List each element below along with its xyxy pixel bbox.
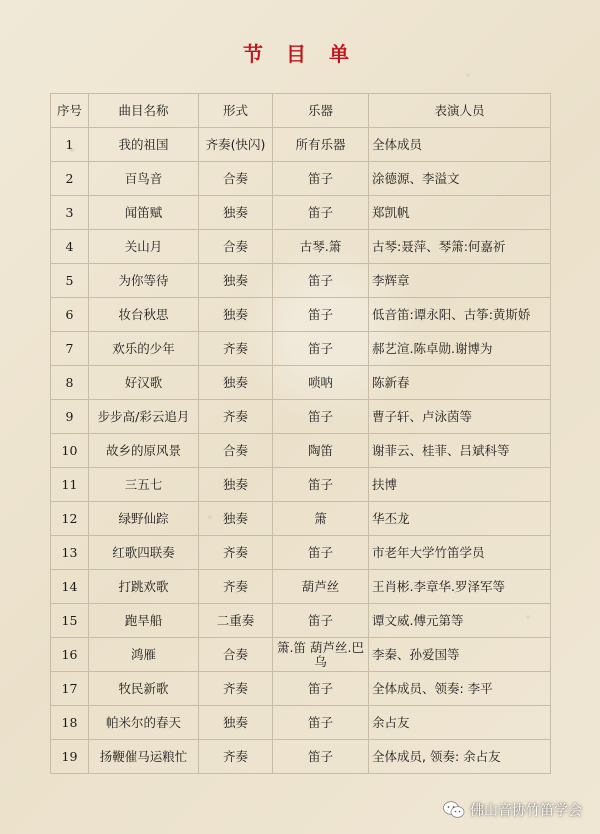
cell-form: 齐奏 (199, 536, 273, 570)
cell-title: 扬鞭催马运粮忙 (89, 740, 199, 774)
cell-no: 19 (51, 740, 89, 774)
table-row (51, 434, 551, 468)
cell-title: 跑旱船 (89, 604, 199, 638)
cell-form: 齐奏 (199, 672, 273, 706)
cell-title: 好汉歌 (89, 366, 199, 400)
cell-no: 16 (51, 638, 89, 672)
cell-title: 三五七 (89, 468, 199, 502)
cell-performers: 王肖彬.李章华.罗泽军等 (369, 570, 551, 604)
cell-form: 齐奏 (199, 740, 273, 774)
cell-performers: 全体成员, 领奏: 余占友 (369, 740, 551, 774)
watermark (443, 800, 582, 820)
cell-no: 14 (51, 570, 89, 604)
cell-no: 12 (51, 502, 89, 536)
cell-no: 6 (51, 298, 89, 332)
cell-title: 关山月 (89, 230, 199, 264)
table-row (51, 400, 551, 434)
cell-instrument: 笛子 (273, 740, 369, 774)
table-row (51, 740, 551, 774)
cell-form: 齐奏 (199, 332, 273, 366)
cell-form: 独奏 (199, 298, 273, 332)
cell-title: 欢乐的少年 (89, 332, 199, 366)
cell-performers: 涂德源、李溢文 (369, 162, 551, 196)
cell-no: 10 (51, 434, 89, 468)
cell-performers: 低音笛:谭永阳、古筝:黄斯娇 (369, 298, 551, 332)
cell-title: 闻笛赋 (89, 196, 199, 230)
cell-instrument: 笛子 (273, 298, 369, 332)
cell-form: 合奏 (199, 162, 273, 196)
cell-performers: 郑凯帆 (369, 196, 551, 230)
cell-form: 合奏 (199, 434, 273, 468)
header-no: 序号 (51, 94, 89, 128)
cell-performers: 全体成员 (369, 128, 551, 162)
header-form: 形式 (199, 94, 273, 128)
table-row (51, 162, 551, 196)
cell-no: 3 (51, 196, 89, 230)
cell-no: 2 (51, 162, 89, 196)
cell-instrument: 笛子 (273, 706, 369, 740)
cell-form: 独奏 (199, 264, 273, 298)
table-row (51, 264, 551, 298)
page-title: 节 目 单 (243, 42, 357, 66)
cell-performers: 华丕龙 (369, 502, 551, 536)
cell-no: 18 (51, 706, 89, 740)
cell-form: 独奏 (199, 502, 273, 536)
cell-instrument: 所有乐器 (273, 128, 369, 162)
table-row (51, 128, 551, 162)
cell-no: 1 (51, 128, 89, 162)
cell-performers: 扶博 (369, 468, 551, 502)
cell-no: 8 (51, 366, 89, 400)
cell-instrument: 笛子 (273, 672, 369, 706)
cell-title: 绿野仙踪 (89, 502, 199, 536)
cell-no: 13 (51, 536, 89, 570)
cell-instrument: 葫芦丝 (273, 570, 369, 604)
cell-instrument: 笛子 (273, 162, 369, 196)
table-row (51, 604, 551, 638)
table-row (51, 570, 551, 604)
cell-no: 7 (51, 332, 89, 366)
header-instrument: 乐器 (273, 94, 369, 128)
cell-form: 独奏 (199, 468, 273, 502)
cell-instrument: 箫 (273, 502, 369, 536)
cell-performers: 谭文威.傅元第等 (369, 604, 551, 638)
header-title: 曲目名称 (89, 94, 199, 128)
cell-performers: 全体成员、领奏: 李平 (369, 672, 551, 706)
cell-title: 牧民新歌 (89, 672, 199, 706)
table-header-row (51, 94, 551, 128)
cell-performers: 李秦、孙爱国等 (369, 638, 551, 672)
cell-instrument: 笛子 (273, 468, 369, 502)
table-row (51, 638, 551, 672)
cell-title: 打跳欢歌 (89, 570, 199, 604)
cell-instrument: 笛子 (273, 264, 369, 298)
header-performers: 表演人员 (369, 94, 551, 128)
cell-form: 二重奏 (199, 604, 273, 638)
cell-performers: 余占友 (369, 706, 551, 740)
cell-performers: 市老年大学竹笛学员 (369, 536, 551, 570)
table-row (51, 366, 551, 400)
cell-title: 百鸟音 (89, 162, 199, 196)
cell-instrument: 笛子 (273, 196, 369, 230)
cell-no: 17 (51, 672, 89, 706)
cell-instrument: 笛子 (273, 604, 369, 638)
program-table (50, 93, 551, 774)
cell-form: 合奏 (199, 638, 273, 672)
wechat-icon (443, 801, 465, 819)
table-row (51, 332, 551, 366)
cell-performers: 古琴:聂萍、琴箫:何嘉祈 (369, 230, 551, 264)
cell-no: 9 (51, 400, 89, 434)
cell-no: 4 (51, 230, 89, 264)
cell-instrument: 陶笛 (273, 434, 369, 468)
cell-instrument: 唢呐 (273, 366, 369, 400)
cell-performers: 陈新春 (369, 366, 551, 400)
cell-form: 独奏 (199, 366, 273, 400)
cell-title: 妆台秋思 (89, 298, 199, 332)
table-row (51, 468, 551, 502)
cell-no: 5 (51, 264, 89, 298)
cell-form: 合奏 (199, 230, 273, 264)
cell-form: 齐奏 (199, 400, 273, 434)
table-row (51, 502, 551, 536)
cell-instrument: 笛子 (273, 400, 369, 434)
table-row (51, 536, 551, 570)
cell-form: 齐奏 (199, 570, 273, 604)
cell-no: 11 (51, 468, 89, 502)
table-row (51, 230, 551, 264)
cell-title: 步步高/彩云追月 (89, 400, 199, 434)
cell-instrument: 笛子 (273, 332, 369, 366)
cell-title: 为你等待 (89, 264, 199, 298)
cell-instrument: 笛子 (273, 536, 369, 570)
watermark-text: 佛山音协竹笛学会 (470, 803, 582, 819)
table-row (51, 672, 551, 706)
cell-performers: 李辉章 (369, 264, 551, 298)
cell-performers: 曹子轩、卢泳茵等 (369, 400, 551, 434)
cell-title: 帕米尔的春天 (89, 706, 199, 740)
cell-instrument: 箫.笛 葫芦丝.巴乌 (273, 638, 369, 672)
table-row (51, 706, 551, 740)
cell-title: 鸿雁 (89, 638, 199, 672)
cell-performers: 谢菲云、桂菲、吕斌科等 (369, 434, 551, 468)
cell-title: 我的祖国 (89, 128, 199, 162)
cell-performers: 郝艺渲.陈卓勋.谢博为 (369, 332, 551, 366)
cell-title: 故乡的原风景 (89, 434, 199, 468)
cell-form: 齐奏(快闪) (199, 128, 273, 162)
cell-instrument: 古琴.箫 (273, 230, 369, 264)
cell-form: 独奏 (199, 196, 273, 230)
cell-title: 红歌四联奏 (89, 536, 199, 570)
table-row (51, 196, 551, 230)
cell-form: 独奏 (199, 706, 273, 740)
table-row (51, 298, 551, 332)
cell-no: 15 (51, 604, 89, 638)
